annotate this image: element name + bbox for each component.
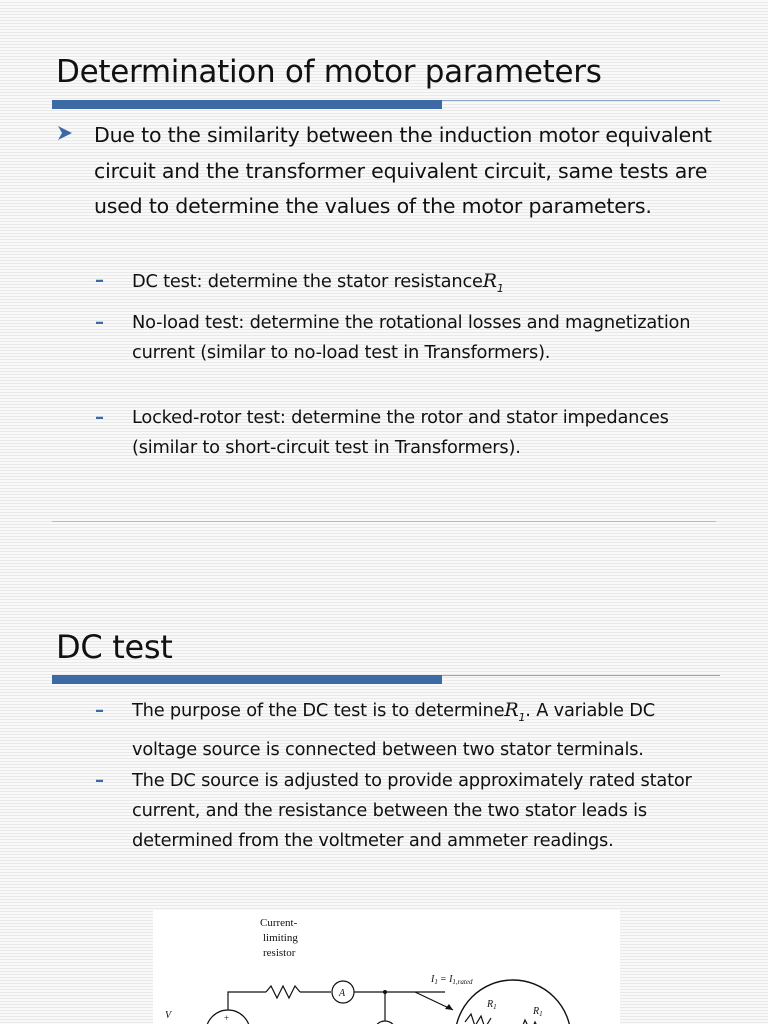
sub-bullet-locked-rotor xyxy=(95,403,715,463)
r-right-symbol: R xyxy=(533,1006,540,1017)
circuit-label-line2: limiting xyxy=(263,932,298,944)
ammeter-symbol: A xyxy=(339,988,346,999)
slide-title: DC test xyxy=(56,628,173,666)
slide-divider xyxy=(52,521,716,522)
dash-bullet-icon: – xyxy=(95,407,104,428)
sub-bullet-text: The DC source is adjusted to provide approximately rated stator current, and the resistance between the two stator leads is determined from the voltmeter and ammeter readings. xyxy=(132,770,692,851)
current-rated: = I xyxy=(439,974,453,985)
variable-subscript: 1 xyxy=(518,711,526,724)
circuit-label-line1: Current- xyxy=(260,917,298,929)
current-symbol: I xyxy=(431,974,435,985)
sub-bullet-text: DC test: determine the stator resistance xyxy=(132,271,483,292)
sub-bullet-dc-test xyxy=(95,266,715,299)
source-label: V xyxy=(165,1010,172,1021)
main-bullet-text: Due to the similarity between the induction motor equivalent circuit and the transformer equivalent circuit, same tests are used to determine the values of the motor parameters. xyxy=(94,123,712,218)
r-left-symbol: R xyxy=(487,999,494,1010)
title-underline-thin xyxy=(442,675,720,676)
dash-bullet-icon: – xyxy=(95,770,104,791)
current-subscript: 1 xyxy=(434,978,438,986)
slide-dc-test xyxy=(0,524,768,1024)
sub-bullet-text: Locked-rotor test: determine the rotor and stator impedances (similar to short-circuit test in Transformers). xyxy=(132,407,669,458)
title-underline-thick xyxy=(52,675,442,684)
title-underline-thick xyxy=(52,100,442,109)
slide-title: Determination of motor parameters xyxy=(56,54,602,90)
sub-bullet-adjust xyxy=(95,766,715,856)
variable-r: R xyxy=(482,270,497,292)
variable-subscript: 1 xyxy=(496,282,504,295)
circuit-svg xyxy=(153,910,620,1024)
sub-bullet-no-load xyxy=(95,308,715,368)
arrow-bullet-icon xyxy=(56,124,74,142)
sub-bullet-text: The purpose of the DC test is to determine xyxy=(132,700,505,721)
source-plus: + xyxy=(224,1013,230,1023)
current-rated-subscript: 1,rated xyxy=(452,978,473,986)
main-bullet xyxy=(56,118,716,225)
dash-bullet-icon: – xyxy=(95,312,104,333)
circuit-label-line3: resistor xyxy=(263,947,296,959)
title-underline-thin xyxy=(442,100,720,101)
dash-bullet-icon: – xyxy=(95,700,104,721)
r-right-subscript: 1 xyxy=(539,1010,543,1018)
sub-bullet-purpose xyxy=(95,692,715,768)
r-left-subscript: 1 xyxy=(493,1003,497,1011)
variable-r: R xyxy=(504,699,519,721)
svg-text:I1= I1,rated xyxy=(430,974,473,986)
dash-bullet-icon: – xyxy=(95,270,104,291)
current-limiting-resistor xyxy=(266,986,300,998)
sub-bullet-text: No-load test: determine the rotational losses and magnetization current (similar to no-load test in Transformers). xyxy=(132,312,691,363)
dc-test-circuit-diagram xyxy=(153,910,620,1024)
sub-bullet-text-continued: . A variable DC voltage source is connected between two stator terminals. xyxy=(132,700,655,760)
